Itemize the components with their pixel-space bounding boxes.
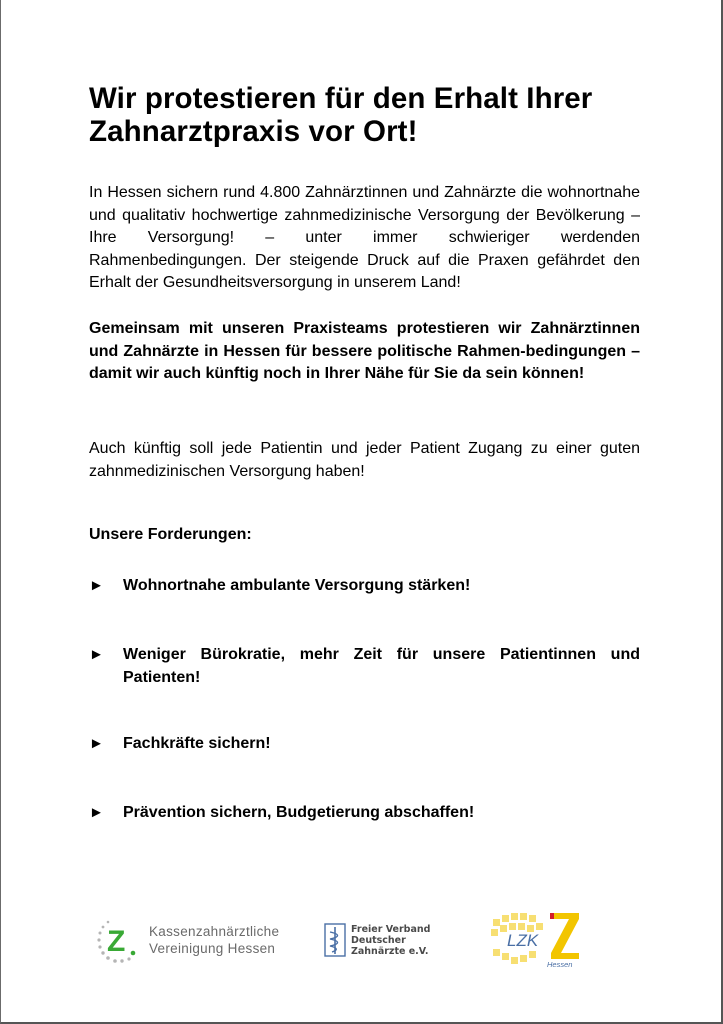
- bullet-arrow-icon: ►: [89, 646, 104, 663]
- demand-text: Fachkräfte sichern!: [123, 735, 271, 752]
- bullet-arrow-icon: ►: [89, 804, 104, 821]
- lzk-hessen-label: Hessen: [547, 960, 573, 969]
- bullet-arrow-icon: ►: [89, 735, 104, 752]
- demand-text: Weniger Bürokratie, mehr Zeit für unsere Patientinnen und Patienten!: [123, 646, 640, 686]
- demand-item: [89, 733, 640, 756]
- demand-item: [89, 575, 640, 598]
- document-body: [89, 82, 640, 821]
- demand-text: Prävention sichern, Budgetierung abschaffen!: [123, 804, 475, 821]
- kzv-z-logo-icon: [93, 915, 143, 965]
- page-title: Wir protestieren für den Erhalt Ihrer Zahnarztpraxis vor Ort!: [89, 82, 593, 148]
- fvdz-name-line1: Freier Verband: [351, 923, 431, 935]
- intro-paragraph: In Hessen sichern rund 4.800 Zahnärztinnen und Zahnärzte die wohnortnahe und qualitativ hochwertige zahnmedizinische Versorgung der Bevölkerung – Ihre Versorgung! – unter immer schwieriger werdenden Rahmenbedingungen. Der steigende Druck auf die Praxen gefährdet den Erhalt der Gesundheitsversorgung in unserem Land!: [89, 184, 640, 291]
- demands-heading: Unsere Forderungen:: [89, 526, 252, 543]
- lzk-wordmark: LZK: [507, 931, 539, 950]
- demand-text: Wohnortnahe ambulante Versorgung stärken!: [123, 577, 471, 594]
- lzk-hessen-logo: [487, 905, 587, 975]
- kzv-hessen-logo: [93, 915, 279, 965]
- svg-text:Z: Z: [107, 925, 126, 958]
- fvdz-logo: [324, 923, 430, 957]
- demand-item: [89, 644, 640, 689]
- footer-logos: [1, 905, 723, 975]
- fvdz-name-line2: Deutscher: [351, 934, 406, 946]
- kzv-name-line2: Vereinigung Hessen: [149, 941, 276, 956]
- bullet-arrow-icon: ►: [89, 577, 104, 594]
- access-paragraph: Auch künftig soll jede Patientin und jeder Patient Zugang zu einer guten zahnmedizinischen Versorgung haben!: [89, 440, 640, 480]
- protest-paragraph: Gemeinsam mit unseren Praxisteams protestieren wir Zahnärztinnen und Zahnärzte in Hessen für bessere politische Rahmen-bedingungen – damit wir auch künftig noch in Ihrer Nähe für Sie da sein können!: [89, 320, 640, 382]
- kzv-name-line1: Kassenzahnärztliche: [149, 924, 280, 939]
- aesculapian-staff-icon: [324, 923, 346, 957]
- demand-item: [89, 802, 640, 825]
- fvdz-name-line3: Zahnärzte e.V.: [351, 945, 429, 957]
